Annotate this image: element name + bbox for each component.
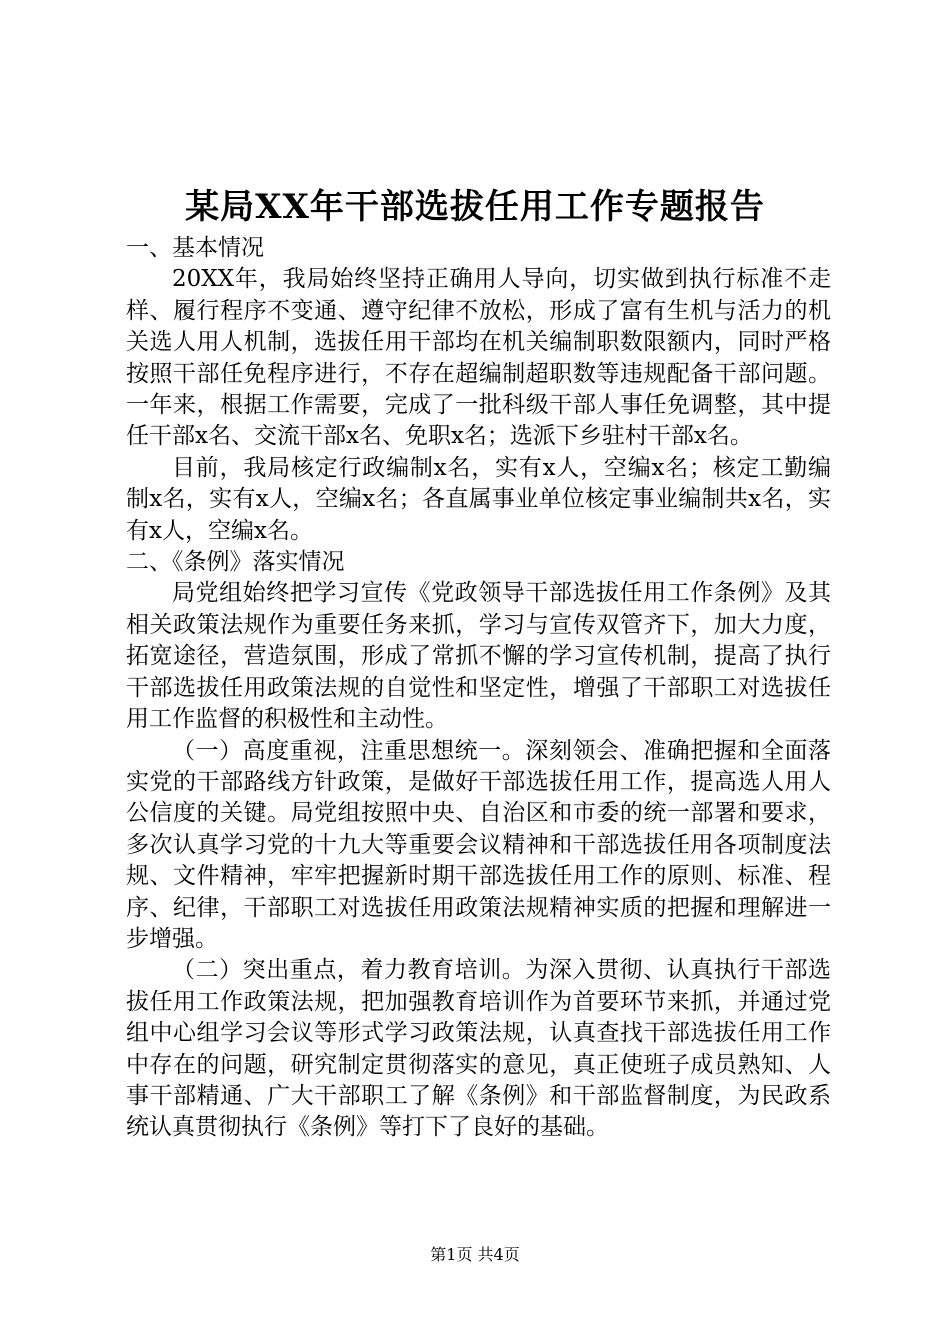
document-title: 某局XX年干部选拔任用工作专题报告 bbox=[185, 187, 765, 227]
paragraph: （二）突出重点，着力教育培训。为深入贯彻、认真执行干部选拔任用工作政策法规，把加强教育培训作为首要环节来抓，并通过党组中心组学习会议等形式学习政策法规，认真查找干部选拔任用工作中存在的问题，研究制定贯彻落实的意见，真正使班子成员熟知、人事干部精通、广大干部职工了解《条例》和干部监督制度，为民政系统认真贯彻执行《条例》等打下了良好的基础。 bbox=[126, 957, 831, 1141]
page-number-footer: 第1页 共4页 bbox=[430, 1245, 520, 1264]
paragraph: 目前，我局核定行政编制x名，实有x人，空编x名；核定工勤编制x名，实有x人，空编x名；各直属事业单位核定事业编制共x名，实有x人，空编x名。 bbox=[126, 454, 831, 544]
paragraph: 20XX年，我局始终坚持正确用人导向，切实做到执行标准不走样、履行程序不变通、遵守纪律不放松，形成了富有生机与活力的机关选人用人机制，选拔任用干部均在机关编制职数限额内，同时严格按照干部任免程序进行，不存在超编制超职数等违规配备干部问题。一年来，根据工作需要，完成了一批科级干部人事任免调整，其中提任干部x名、交流干部x名、免职x名；选派下乡驻村干部x名。 bbox=[126, 266, 831, 450]
section-heading: 一、基本情况 bbox=[126, 235, 264, 261]
section-heading: 二、《条例》落实情况 bbox=[126, 549, 345, 576]
paragraph: （一）高度重视，注重思想统一。深刻领会、准确把握和全面落实党的干部路线方针政策，是做好干部选拔任用工作，提高选人用人公信度的关键。局党组按照中央、自治区和市委的统一部署和要求，多次认真学习党的十九大等重要会议精神和干部选拔任用各项制度法规、文件精神，牢牢把握新时期干部选拔任用工作的原则、标准、程序、纪律，干部职工对选拔任用政策法规精神实质的把握和理解进一步增强。 bbox=[126, 737, 831, 952]
document-body bbox=[126, 233, 831, 1144]
paragraph: 局党组始终把学习宣传《党政领导干部选拔任用工作条例》及其相关政策法规作为重要任务来抓，学习与宣传双管齐下，加大力度，拓宽途径，营造氛围，形成了常抓不懈的学习宣传机制，提高了执行干部选拔任用政策法规的自觉性和坚定性，增强了干部职工对选拔任用工作监督的积极性和主动性。 bbox=[126, 580, 831, 733]
